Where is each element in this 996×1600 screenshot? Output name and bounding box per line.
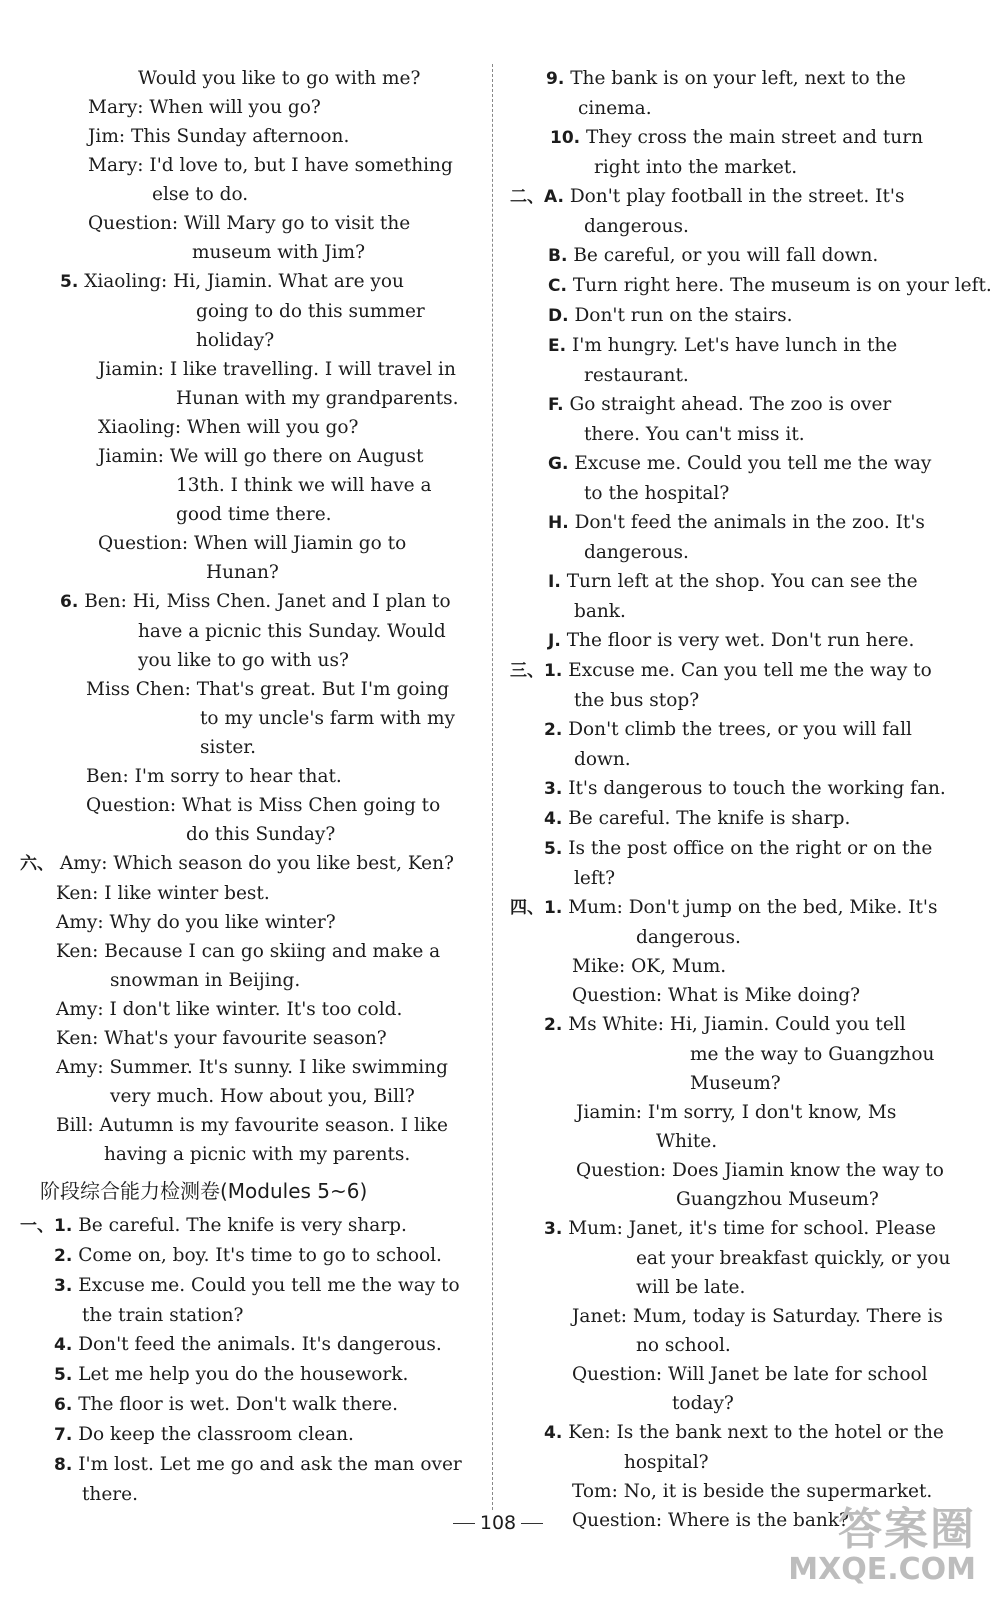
- line-text: good time there.: [176, 504, 332, 525]
- left-column: [20, 64, 472, 1509]
- section-heading: 阶段综合能力检测卷(Modules 5~6): [40, 1179, 368, 1203]
- line-text: They cross the main street and turn: [586, 127, 923, 148]
- line-text: Bill: Autumn is my favourite season. I like: [56, 1115, 448, 1136]
- text-line: [20, 820, 472, 849]
- line-text: left?: [574, 868, 616, 889]
- line-text: Would you like to go with me?: [138, 68, 421, 89]
- item-number: 6.: [54, 1395, 73, 1415]
- line-text: Jiamin: I'm sorry, I don't know, Ms: [576, 1102, 897, 1123]
- text-line: [510, 1418, 970, 1448]
- line-text: Mum: Janet, it's time for school. Please: [568, 1218, 936, 1239]
- item-number: 六、: [20, 854, 54, 874]
- line-text: Question: Will Mary go to visit the: [88, 213, 411, 234]
- line-text: today?: [672, 1393, 734, 1414]
- text-line: [20, 937, 472, 966]
- line-text: museum with Jim?: [192, 242, 366, 263]
- line-text: Ken: Because I can go skiing and make a: [56, 941, 441, 962]
- line-text: do this Sunday?: [186, 824, 336, 845]
- text-line: [20, 442, 472, 471]
- text-line: [510, 1477, 970, 1506]
- line-text: Excuse me. Can you tell me the way to: [568, 660, 932, 681]
- text-line: [20, 587, 472, 617]
- line-text: no school.: [636, 1335, 731, 1356]
- line-text: Tom: No, it is beside the supermarket.: [572, 1481, 933, 1502]
- text-line: [20, 64, 472, 93]
- line-text: Ben: Hi, Miss Chen. Janet and I plan to: [84, 591, 451, 612]
- right-column: [510, 64, 992, 1535]
- line-text: snowman in Beijing.: [110, 970, 301, 991]
- line-text: Hunan?: [206, 562, 279, 583]
- text-line: [20, 1111, 472, 1140]
- item-number: 7.: [54, 1425, 73, 1445]
- text-line: [510, 1127, 970, 1156]
- item-number: 9.: [546, 69, 565, 89]
- text-line: [20, 93, 472, 122]
- line-text: 13th. I think we will have a: [176, 475, 432, 496]
- text-line: [510, 1156, 970, 1185]
- line-text: Mum: Don't jump on the bed, Mike. It's: [568, 897, 938, 918]
- line-text: Don't play football in the street. It's: [569, 186, 905, 207]
- text-line: [20, 1024, 472, 1053]
- text-line: [510, 1185, 970, 1214]
- line-text: Question: Does Jiamin know the way to: [576, 1160, 944, 1181]
- line-text: Question: Will Janet be late for school: [572, 1364, 928, 1385]
- line-text: Question: When will Jiamin go to: [98, 533, 407, 554]
- text-line: [510, 804, 970, 834]
- line-text: Ms White: Hi, Jiamin. Could you tell: [568, 1014, 906, 1035]
- line-text: Guangzhou Museum?: [676, 1189, 879, 1210]
- item-number: B.: [548, 246, 568, 266]
- text-line: [20, 1450, 472, 1480]
- item-number: 一、1.: [20, 1216, 73, 1236]
- text-line: [510, 153, 970, 182]
- line-text: to the hospital?: [584, 483, 730, 504]
- item-number: 10.: [550, 128, 581, 148]
- line-text: will be late.: [636, 1277, 746, 1298]
- text-line: [20, 558, 472, 587]
- line-text: Mary: I'd love to, but I have something: [88, 155, 453, 176]
- text-line: [510, 538, 970, 567]
- line-text: Ben: I'm sorry to hear that.: [86, 766, 342, 787]
- text-line: [20, 1301, 472, 1330]
- line-text: Hunan with my grandparents.: [176, 388, 459, 409]
- text-line: [20, 1053, 472, 1082]
- item-number: 8.: [54, 1455, 73, 1475]
- text-line: [20, 122, 472, 151]
- text-line: [20, 995, 472, 1024]
- text-line: [20, 849, 472, 879]
- line-text: hospital?: [624, 1452, 709, 1473]
- text-line: [20, 1140, 472, 1169]
- line-text: Janet: Mum, today is Saturday. There is: [572, 1306, 943, 1327]
- item-number: H.: [548, 513, 569, 533]
- line-text: sister.: [200, 737, 256, 758]
- text-line: [510, 656, 970, 686]
- line-text: you like to go with us?: [138, 650, 349, 671]
- text-line: [510, 508, 970, 538]
- line-text: Let me help you do the housework.: [78, 1364, 409, 1385]
- line-text: Jim: This Sunday afternoon.: [88, 126, 350, 147]
- line-text: Be careful, or you will fall down.: [573, 245, 879, 266]
- text-line: [20, 1480, 472, 1509]
- text-line: [20, 1360, 472, 1390]
- line-text: dangerous.: [636, 927, 741, 948]
- line-text: going to do this summer: [196, 301, 425, 322]
- text-line: [20, 413, 472, 442]
- item-number: 6.: [60, 592, 79, 612]
- item-number: 4.: [54, 1335, 73, 1355]
- item-number: C.: [548, 276, 567, 296]
- line-text: right into the market.: [594, 157, 798, 178]
- text-line: [510, 1389, 970, 1418]
- line-text: have a picnic this Sunday. Would: [138, 621, 446, 642]
- item-number: D.: [548, 306, 569, 326]
- line-text: Excuse me. Could you tell me the way: [574, 453, 932, 474]
- text-line: [20, 1082, 472, 1111]
- line-text: Is the post office on the right or on the: [568, 838, 933, 859]
- line-text: to my uncle's farm with my: [200, 708, 455, 729]
- line-text: Question: What is Miss Chen going to: [86, 795, 441, 816]
- text-line: [20, 1390, 472, 1420]
- text-line: [510, 123, 970, 153]
- text-line: [510, 686, 970, 715]
- line-text: The floor is wet. Don't walk there.: [78, 1394, 399, 1415]
- line-text: else to do.: [152, 184, 249, 205]
- line-text: Jiamin: We will go there on August: [98, 446, 424, 467]
- text-line: [20, 1330, 472, 1360]
- text-line: [20, 471, 472, 500]
- text-line: [510, 1069, 970, 1098]
- line-text: restaurant.: [584, 365, 689, 386]
- line-text: White.: [656, 1131, 718, 1152]
- line-text: I'm lost. Let me go and ask the man over: [78, 1454, 462, 1475]
- text-line: [510, 94, 970, 123]
- text-line: [510, 715, 970, 745]
- line-text: Xiaoling: When will you go?: [98, 417, 359, 438]
- line-text: Turn right here. The museum is on your left.: [572, 275, 992, 296]
- line-text: there.: [82, 1484, 138, 1505]
- line-text: having a picnic with my parents.: [104, 1144, 411, 1165]
- item-number: 5.: [544, 839, 563, 859]
- text-line: [510, 923, 970, 952]
- text-line: [20, 733, 472, 762]
- text-line: [510, 1448, 970, 1477]
- line-text: Don't feed the animals in the zoo. It's: [574, 512, 925, 533]
- line-text: Ken: What's your favourite season?: [56, 1028, 387, 1049]
- line-text: Amy: Which season do you like best, Ken?: [59, 853, 454, 874]
- text-line: [20, 762, 472, 791]
- line-text: me the way to Guangzhou: [690, 1044, 935, 1065]
- line-text: Miss Chen: That's great. But I'm going: [86, 679, 450, 700]
- text-line: [20, 675, 472, 704]
- item-number: 2.: [54, 1246, 73, 1266]
- line-text: Mike: OK, Mum.: [572, 956, 727, 977]
- text-line: [510, 64, 970, 94]
- text-line: [20, 355, 472, 384]
- text-line: [20, 1271, 472, 1301]
- item-number: 4.: [544, 1423, 563, 1443]
- line-text: holiday?: [196, 330, 275, 351]
- item-number: E.: [548, 336, 567, 356]
- text-line: [20, 1420, 472, 1450]
- text-line: [510, 420, 970, 449]
- text-line: [510, 1302, 970, 1331]
- item-number: 二、A.: [510, 187, 564, 207]
- line-text: eat your breakfast quickly, or you: [636, 1248, 951, 1269]
- item-number: I.: [548, 572, 561, 592]
- item-number: 4.: [544, 809, 563, 829]
- text-line: [20, 326, 472, 355]
- text-line: [20, 966, 472, 995]
- text-line: [20, 646, 472, 675]
- text-line: [20, 1241, 472, 1271]
- text-line: [510, 1214, 970, 1244]
- text-line: [20, 267, 472, 297]
- text-line: [510, 745, 970, 774]
- text-line: [510, 1010, 970, 1040]
- line-text: the train station?: [82, 1305, 244, 1326]
- line-text: Ken: Is the bank next to the hotel or the: [568, 1422, 944, 1443]
- text-line: [20, 151, 472, 180]
- text-line: [20, 879, 472, 908]
- watermark-logo: 答案圈 MXQE.COM: [788, 1504, 976, 1587]
- text-line: [510, 1360, 970, 1389]
- item-number: 2.: [544, 1015, 563, 1035]
- text-line: [510, 1244, 970, 1273]
- text-line: [510, 301, 970, 331]
- text-line: [510, 981, 970, 1010]
- line-text: Don't climb the trees, or you will fall: [568, 719, 912, 740]
- line-text: Come on, boy. It's time to go to school.: [78, 1245, 442, 1266]
- line-text: Do keep the classroom clean.: [78, 1424, 354, 1445]
- line-text: Ken: I like winter best.: [56, 883, 270, 904]
- line-text: Excuse me. Could you tell me the way to: [78, 1275, 460, 1296]
- line-text: dangerous.: [584, 542, 689, 563]
- text-line: [510, 864, 970, 893]
- text-line: [510, 1273, 970, 1302]
- text-line: [20, 209, 472, 238]
- item-number: J.: [548, 631, 561, 651]
- text-line: [20, 1211, 472, 1241]
- item-number: 三、1.: [510, 661, 563, 681]
- item-number: 5.: [60, 272, 79, 292]
- text-line: [510, 774, 970, 804]
- text-line: [510, 893, 970, 923]
- line-text: bank.: [574, 601, 626, 622]
- text-line: [20, 384, 472, 413]
- text-line: [20, 908, 472, 937]
- column-divider: [492, 64, 493, 1510]
- line-text: Mary: When will you go?: [88, 97, 321, 118]
- text-line: [510, 1040, 970, 1069]
- text-line: [20, 180, 472, 209]
- text-line: [510, 212, 970, 241]
- text-line: [510, 241, 970, 271]
- item-number: 3.: [544, 779, 563, 799]
- text-line: [510, 567, 970, 597]
- text-line: [20, 238, 472, 267]
- item-number: F.: [548, 395, 564, 415]
- item-number: 2.: [544, 720, 563, 740]
- text-line: [20, 704, 472, 733]
- line-text: Amy: I don't like winter. It's too cold.: [56, 999, 403, 1020]
- line-text: very much. How about you, Bill?: [110, 1086, 415, 1107]
- line-text: Museum?: [690, 1073, 781, 1094]
- item-number: G.: [548, 454, 569, 474]
- text-line: [510, 449, 970, 479]
- line-text: Be careful. The knife is very sharp.: [78, 1215, 407, 1236]
- line-text: down.: [574, 749, 631, 770]
- page-number: 108: [0, 1512, 996, 1534]
- text-line: [510, 331, 970, 361]
- text-line: [510, 361, 970, 390]
- text-line: [20, 500, 472, 529]
- line-text: Jiamin: I like travelling. I will travel in: [98, 359, 456, 380]
- line-text: Xiaoling: Hi, Jiamin. What are you: [84, 271, 404, 292]
- line-text: I'm hungry. Let's have lunch in the: [571, 335, 898, 356]
- text-line: [20, 791, 472, 820]
- line-text: Turn left at the shop. You can see the: [566, 571, 918, 592]
- text-line: [510, 271, 992, 301]
- line-text: dangerous.: [584, 216, 689, 237]
- line-text: there. You can't miss it.: [584, 424, 805, 445]
- line-text: Don't run on the stairs.: [574, 305, 793, 326]
- item-number: 3.: [54, 1276, 73, 1296]
- line-text: The floor is very wet. Don't run here.: [566, 630, 915, 651]
- line-text: Question: Where is the bank?: [572, 1510, 849, 1531]
- line-text: It's dangerous to touch the working fan.: [568, 778, 946, 799]
- text-line: [510, 952, 970, 981]
- line-text: cinema.: [578, 98, 652, 119]
- text-line: [510, 834, 970, 864]
- text-line: [20, 617, 472, 646]
- line-text: the bus stop?: [574, 690, 700, 711]
- line-text: The bank is on your left, next to the: [570, 68, 906, 89]
- line-text: Don't feed the animals. It's dangerous.: [78, 1334, 442, 1355]
- text-line: [510, 479, 970, 508]
- text-line: [510, 182, 970, 212]
- text-line: [510, 390, 970, 420]
- line-text: Go straight ahead. The zoo is over: [569, 394, 892, 415]
- text-line: [20, 529, 472, 558]
- text-line: [510, 1331, 970, 1360]
- line-text: Be careful. The knife is sharp.: [568, 808, 851, 829]
- line-text: Amy: Why do you like winter?: [56, 912, 336, 933]
- line-text: Amy: Summer. It's sunny. I like swimming: [56, 1057, 448, 1078]
- item-number: 3.: [544, 1219, 563, 1239]
- text-line: [20, 297, 472, 326]
- line-text: Question: What is Mike doing?: [572, 985, 861, 1006]
- text-line: [510, 597, 970, 626]
- item-number: 四、1.: [510, 898, 563, 918]
- item-number: 5.: [54, 1365, 73, 1385]
- text-line: [510, 626, 970, 656]
- text-line: [510, 1098, 970, 1127]
